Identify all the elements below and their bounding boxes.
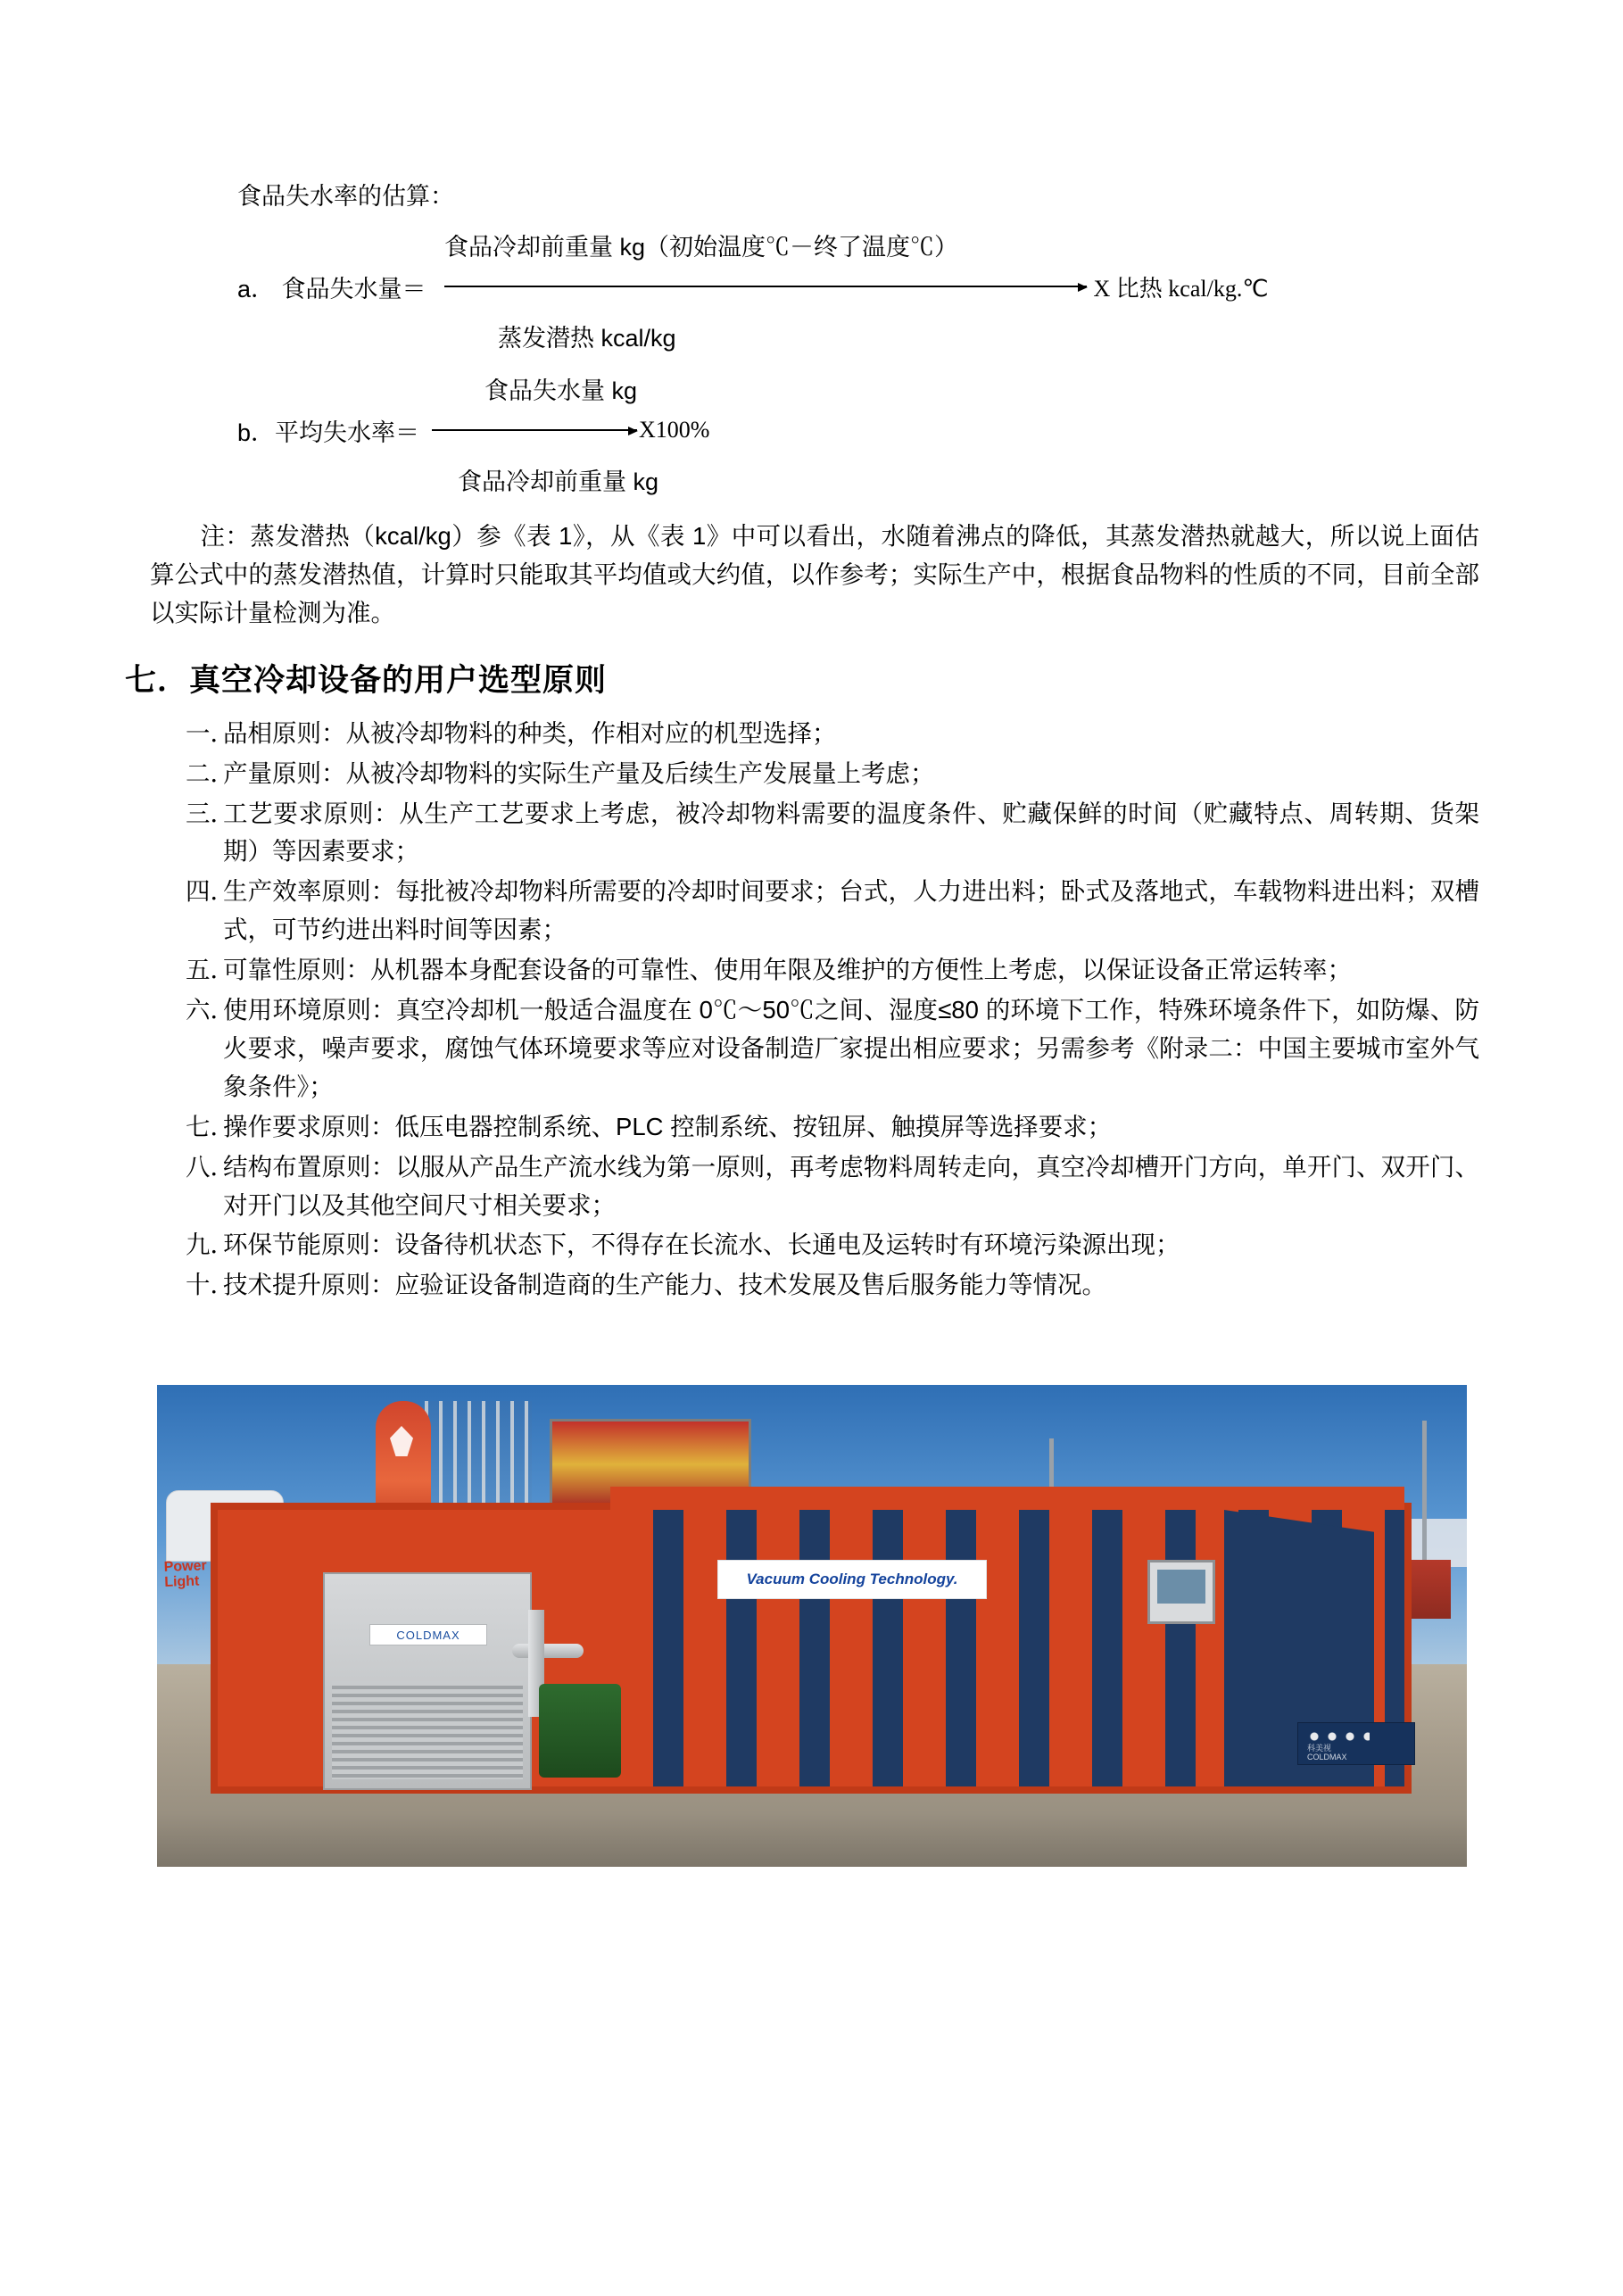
list-item-index: 二． [186, 758, 235, 787]
cooling-tower-unit [323, 1572, 532, 1790]
machine-control-panel[interactable] [1147, 1560, 1215, 1624]
formula-a-denominator: 蒸发潜热 kcal/kg [498, 324, 676, 352]
brand-plate-text [1307, 1745, 1347, 1762]
formula-a-label: a． 食品失水量＝ [237, 275, 426, 303]
list-item [150, 951, 1479, 990]
brand-plate-dots-icon [1307, 1732, 1370, 1741]
list-item [150, 715, 1479, 753]
list-item [150, 1266, 1479, 1305]
cooler-grill [332, 1681, 523, 1779]
formula-a-numerator: 食品冷却前重量 kg（初始温度℃－终了温度℃） [444, 233, 959, 261]
formula-a-row [150, 269, 1479, 304]
equipment-photo [157, 1385, 1467, 1867]
formula-b-label: b．平均失水率＝ [237, 419, 420, 446]
photo-background-tower [425, 1401, 532, 1508]
list-item-text: 可靠性原则：从机器本身配套设备的可靠性、使用年限及维护的方便性上考虑，以保证设备正常运转率； [223, 956, 1352, 984]
document-content [125, 178, 1479, 1306]
left-sign-line2: Light [163, 1573, 200, 1590]
list-item-text: 生产效率原则：每批被冷却物料所需要的冷却时间要求；台式，人力进出料；卧式及落地式，车载物料进出料；双槽式，可节约进出料时间等因素； [223, 877, 1479, 944]
cooler-brand-label: COLDMAX [369, 1624, 487, 1645]
photo-canvas [157, 1385, 1467, 1867]
list-item-index: 七． [186, 1112, 235, 1140]
list-item-index: 五． [186, 956, 235, 984]
formula-title: 食品失水率的估算： [237, 183, 454, 210]
vacuum-cooling-machine [211, 1503, 1412, 1794]
list-item-text: 结构布置原则：以服从产品生产流水线为第一原则，再考虑物料周转走向，真空冷却槽开门方向，单开门、双开门、对开门以及其他空间尺寸相关要求； [223, 1152, 1479, 1219]
list-item-index: 十． [186, 1271, 235, 1299]
list-item-index: 一． [186, 718, 235, 747]
list-item-text: 工艺要求原则：从生产工艺要求上考虑，被冷却物料需要的温度条件、贮藏保鲜的时间（贮藏特点、周转期、货架期）等因素要求； [223, 799, 1479, 866]
note-paragraph [150, 517, 1479, 633]
note-marker: 注： [200, 521, 251, 550]
list-item-text: 技术提升原则：应验证设备制造商的生产能力、技术发展及售后服务能力等情况。 [223, 1271, 1106, 1299]
formula-b-row [150, 413, 1479, 448]
list-item-index: 九． [186, 1231, 235, 1259]
list-item-text: 操作要求原则：低压电器控制系统、PLC 控制系统、按钮屏、触摸屏等选择要求； [223, 1112, 1113, 1140]
list-item-index: 四． [186, 877, 235, 906]
list-item-index: 八． [186, 1152, 235, 1181]
list-item-text: 使用环境原则：真空冷却机一般适合温度在 0℃～50℃之间、湿度≤80 的环境下工作，特殊环境条件下，如防爆、防火要求，噪声要求，腐蚀气体环境要求等应对设备制造厂家提出相应要求；另需参考《附录二：中国主要城市室外气象条件》； [223, 996, 1479, 1100]
machine-top-rail [610, 1487, 1404, 1512]
machine-brand-plate [1297, 1722, 1415, 1765]
fraction-bar-icon [432, 429, 637, 431]
list-item [150, 795, 1479, 872]
list-item-text: 环保节能原则：设备待机状态下，不得存在长流水、长通电及运转时有环境污染源出现； [223, 1231, 1180, 1259]
list-item [150, 873, 1479, 949]
formula-block [150, 178, 1479, 497]
machine-pipe [512, 1644, 584, 1658]
brand-plate-line2: COLDMAX [1307, 1752, 1347, 1761]
list-item-text: 产量原则：从被冷却物料的实际生产量及后续生产发展量上考虑； [223, 758, 935, 787]
formula-a-tail: X 比热 kcal/kg.℃ [1093, 275, 1269, 302]
list-item [150, 755, 1479, 793]
machine-compressor [539, 1684, 621, 1778]
list-item-text: 品相原则：从被冷却物料的种类，作相对应的机型选择； [223, 718, 837, 747]
list-item [150, 1148, 1479, 1225]
control-screen[interactable] [1157, 1570, 1205, 1604]
machine-banner: Vacuum Cooling Technology. [717, 1560, 987, 1599]
formula-b-denominator: 食品冷却前重量 kg [458, 468, 659, 495]
formula-b-numerator: 食品失水量 kg [484, 377, 638, 404]
note-text: 蒸发潜热（kcal/kg）参《表 1》，从《表 1》中可以看出，水随着沸点的降低，其蒸发潜热就越大，所以说上面估算公式中的蒸发潜热值，计算时只能取其平均值或大约值，以作参考；实际生产中，根据食品物料的性质的不同，目前全部以实际计量检测为准。 [150, 521, 1479, 627]
list-item-index: 六． [186, 996, 235, 1024]
fraction-bar-icon [444, 286, 1087, 287]
list-item-index: 三． [186, 799, 235, 827]
section-heading: 七．真空冷却设备的用户选型原则 [125, 662, 608, 698]
principles-list [150, 715, 1479, 1305]
list-item [150, 991, 1479, 1107]
photo-left-sign [163, 1559, 207, 1590]
list-item [150, 1108, 1479, 1147]
formula-b-tail: X100% [639, 417, 710, 443]
left-sign-line1: Power [163, 1558, 207, 1575]
list-item [150, 1226, 1479, 1264]
brand-plate-line1: 科美视 [1307, 1744, 1332, 1753]
flag-logo-icon [390, 1426, 413, 1456]
photo-bottom-shadow [157, 1813, 1467, 1867]
